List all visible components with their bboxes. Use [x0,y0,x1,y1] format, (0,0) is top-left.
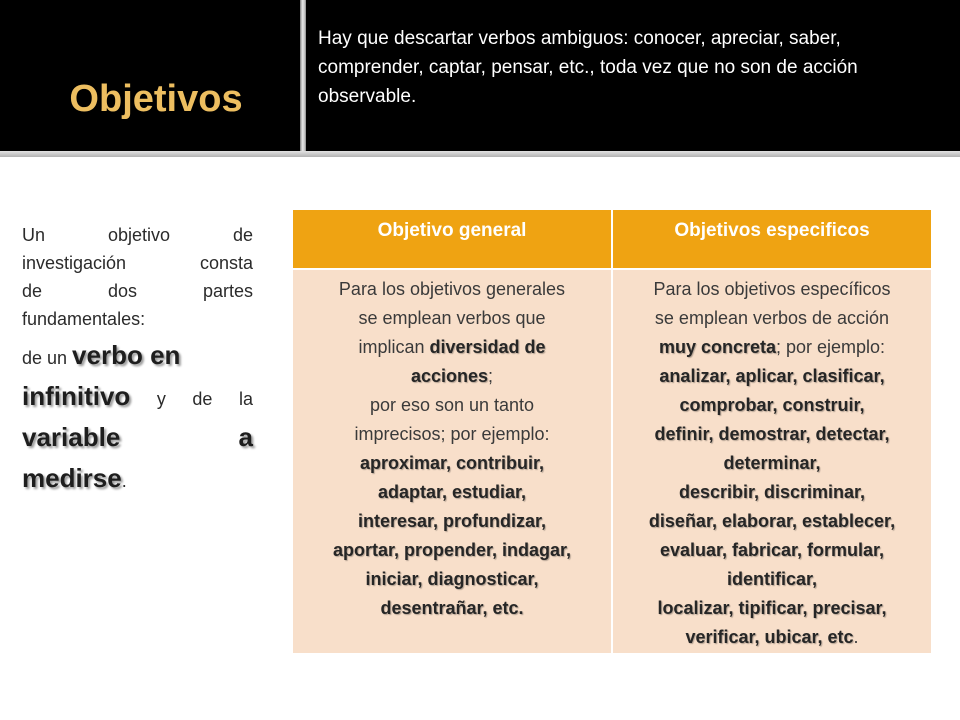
emphasized-text: localizar, tipificar, precisar, [657,598,887,618]
text-segment: se emplean verbos de acción [654,308,890,328]
text-segment: de un [22,348,73,368]
cell-line [293,478,611,507]
cell-line [613,420,931,449]
emphasized-text: verbo en [72,340,181,370]
header-general-objective: Objetivo general [293,210,611,268]
emphasized-text: desentrañar, etc. [380,598,524,618]
emphasized-text: definir, demostrar, detectar, [654,424,890,444]
emphasized-text: muy concreta [658,337,776,357]
title-panel [0,0,300,151]
emphasized-text: comprobar, construir, [679,395,865,415]
text-segment: se emplean verbos que [358,308,546,328]
emphasized-text: determinar, [723,453,821,473]
intro-line: de dos partes [22,281,253,301]
cell-line [293,362,611,391]
objectives-table [293,210,931,653]
text-segment: . [121,471,127,491]
emphasized-text: iniciar, diagnosticar, [365,569,539,589]
text-segment: Para los objetivos generales [338,279,566,299]
emphasized-text: medirse [22,463,122,493]
cell-line [293,333,611,362]
emphasized-text: analizar, aplicar, clasificar, [659,366,885,386]
cell-line [613,304,931,333]
cell-line [613,507,931,536]
text-segment: y de la [130,389,253,409]
cell-line [613,391,931,420]
cell-line [613,536,931,565]
intro-line: investigación consta [22,253,253,273]
note-line: Hay que descartar verbos ambiguos: conocer, apreciar, saber, [318,28,841,49]
text-segment: por eso son un tanto [369,395,535,415]
vertical-divider [300,0,306,152]
text-segment: Para los objetivos específicos [653,279,891,299]
emphasized-text: evaluar, fabricar, formular, [659,540,885,560]
intro-line [22,459,253,500]
header-specific-objectives: Objetivos especificos [613,210,931,268]
cell-line [613,275,931,304]
cell-line [613,333,931,362]
cell-line [293,565,611,594]
cell-line [293,304,611,333]
intro-parts-paragraph [22,336,253,500]
text-segment: . [853,627,859,647]
cell-line [293,420,611,449]
text-segment: ; por ejemplo: [775,337,886,357]
emphasized-text: acciones [410,366,489,386]
emphasized-text: describir, discriminar, [678,482,866,502]
note-line: comprender, captar, pensar, etc., toda vez que no son de acción [318,57,858,78]
text-segment: implican [358,337,430,357]
cell-line [613,449,931,478]
horizontal-divider [0,151,960,157]
intro-line [22,377,253,418]
cell-line [293,449,611,478]
cell-general-objective [293,270,611,653]
title-bar [0,0,960,151]
ambiguous-verbs-note [318,24,948,111]
cell-line [293,594,611,623]
text-segment: imprecisos; por ejemplo: [354,424,550,444]
cell-line [293,275,611,304]
intro-paragraph [22,221,253,333]
text-segment: ; [488,366,494,386]
cell-line [613,565,931,594]
emphasized-text: interesar, profundizar, [357,511,547,531]
emphasized-text: variable a [22,422,253,452]
emphasized-text: aportar, propender, indagar, [332,540,572,560]
emphasized-text: aproximar, contribuir, [359,453,545,473]
cell-line [293,536,611,565]
cell-line [293,507,611,536]
cell-line [613,594,931,623]
intro-line: fundamentales: [22,309,146,329]
cell-line [613,478,931,507]
emphasized-text: verificar, ubicar, etc [685,627,854,647]
intro-text [22,221,253,500]
cell-line [293,391,611,420]
note-line: observable. [318,86,417,107]
cell-line [613,362,931,391]
emphasized-text: adaptar, estudiar, [377,482,527,502]
cell-specific-objectives [613,270,931,653]
intro-line [22,336,253,377]
slide-title: Objetivos [69,78,243,120]
emphasized-text: infinitivo [22,381,131,411]
emphasized-text: identificar, [726,569,818,589]
cell-line [613,623,931,652]
emphasized-text: diseñar, elaborar, establecer, [648,511,896,531]
emphasized-text: diversidad de [429,337,546,357]
intro-line [22,418,253,459]
intro-line: Un objetivo de [22,225,253,245]
